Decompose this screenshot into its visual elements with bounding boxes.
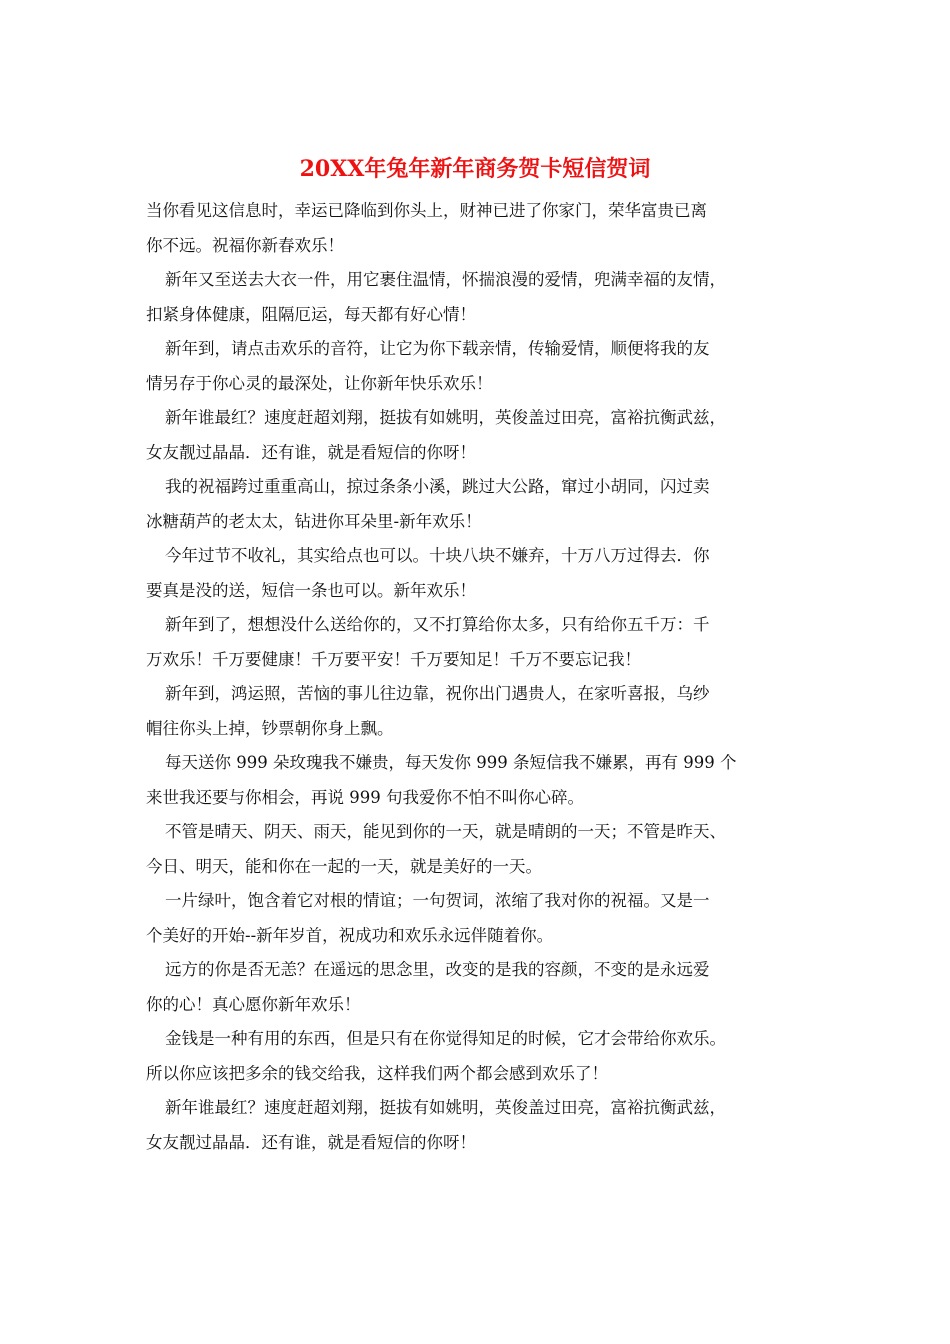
paragraph-line: 新年谁最红？速度赶超刘翔，挺拔有如姚明，英俊盖过田亮，富裕抗衡武兹， [165, 408, 726, 427]
paragraph [146, 1091, 810, 1160]
paragraph-line: 个美好的开始--新年岁首，祝成功和欢乐永远伴随着你。 [146, 925, 554, 945]
paragraph-line: 帽往你头上掉，钞票朝你身上飘。 [146, 718, 394, 738]
paragraph [146, 884, 810, 953]
paragraph-line: 女友靓过晶晶．还有谁，就是看短信的你呀！ [146, 1132, 476, 1152]
paragraph-line: 每天送你 999 朵玫瑰我不嫌贵，每天发你 999 条短信我不嫌累，再有 999 个 [165, 753, 737, 772]
paragraph [146, 194, 810, 263]
paragraph [146, 332, 810, 401]
paragraph-line: 我的祝福跨过重重高山，掠过条条小溪，跳过大公路，窜过小胡同，闪过卖 [165, 477, 710, 496]
paragraph-line: 一片绿叶，饱含着它对根的情谊；一句贺词，浓缩了我对你的祝福。又是一 [165, 891, 710, 910]
paragraph-line: 不管是晴天、阴天、雨天，能见到你的一天，就是晴朗的一天；不管是昨天、 [165, 822, 726, 841]
paragraph-line: 冰糖葫芦的老太太，钻进你耳朵里-新年欢乐！ [146, 511, 482, 531]
page-title: 20XX年兔年新年商务贺卡短信贺词 [299, 156, 651, 182]
paragraph-line: 所以你应该把多余的钱交给我，这样我们两个都会感到欢乐了！ [146, 1063, 608, 1083]
paragraph [146, 953, 810, 1022]
paragraph-line: 金钱是一种有用的东西，但是只有在你觉得知足的时候，它才会带给你欢乐。 [165, 1029, 726, 1048]
paragraph-line: 新年到，鸿运照，苦恼的事儿往边靠，祝你出门遇贵人，在家听喜报，乌纱 [165, 684, 710, 703]
paragraph [146, 401, 810, 470]
paragraph-line: 当你看见这信息时，幸运已降临到你头上，财神已进了你家门，荣华富贵已离 [146, 201, 707, 220]
paragraph-line: 万欢乐！千万要健康！千万要平安！千万要知足！千万不要忘记我！ [146, 649, 641, 669]
paragraph-line: 今年过节不收礼，其实给点也可以。十块八块不嫌弃，十万八万过得去．你 [165, 546, 710, 565]
paragraph-line: 新年谁最红？速度赶超刘翔，挺拔有如姚明，英俊盖过田亮，富裕抗衡武兹， [165, 1098, 726, 1117]
paragraph [146, 815, 810, 884]
paragraph [146, 539, 810, 608]
paragraph-line: 你不远。祝福你新春欢乐！ [146, 235, 344, 255]
paragraph-line: 情另存于你心灵的最深处，让你新年快乐欢乐！ [146, 373, 493, 393]
paragraph [146, 608, 810, 677]
paragraph-line: 扣紧身体健康，阻隔厄运，每天都有好心情！ [146, 304, 476, 324]
paragraph-line: 远方的你是否无恙？在遥远的思念里，改变的是我的容颜，不变的是永远爱 [165, 960, 710, 979]
paragraph-line: 新年到了，想想没什么送给你的，又不打算给你太多，只有给你五千万：千 [165, 615, 710, 634]
paragraph-line: 新年又至送去大衣一件，用它裹住温情，怀揣浪漫的爱情，兜满幸福的友情， [165, 270, 726, 289]
paragraph-line: 女友靓过晶晶．还有谁，就是看短信的你呀！ [146, 442, 476, 462]
document-body [146, 194, 810, 1160]
paragraph-line: 要真是没的送，短信一条也可以。新年欢乐！ [146, 580, 476, 600]
paragraph-line: 你的心！真心愿你新年欢乐！ [146, 994, 361, 1014]
paragraph [146, 746, 810, 815]
paragraph [146, 677, 810, 746]
paragraph-line: 来世我还要与你相会，再说 999 句我爱你不怕不叫你心碎。 [146, 787, 584, 807]
paragraph [146, 263, 810, 332]
paragraph-line: 今日、明天，能和你在一起的一天，就是美好的一天。 [146, 856, 542, 876]
paragraph [146, 470, 810, 539]
paragraph [146, 1022, 810, 1091]
paragraph-line: 新年到，请点击欢乐的音符，让它为你下载亲情，传输爱情，顺便将我的友 [165, 339, 710, 358]
